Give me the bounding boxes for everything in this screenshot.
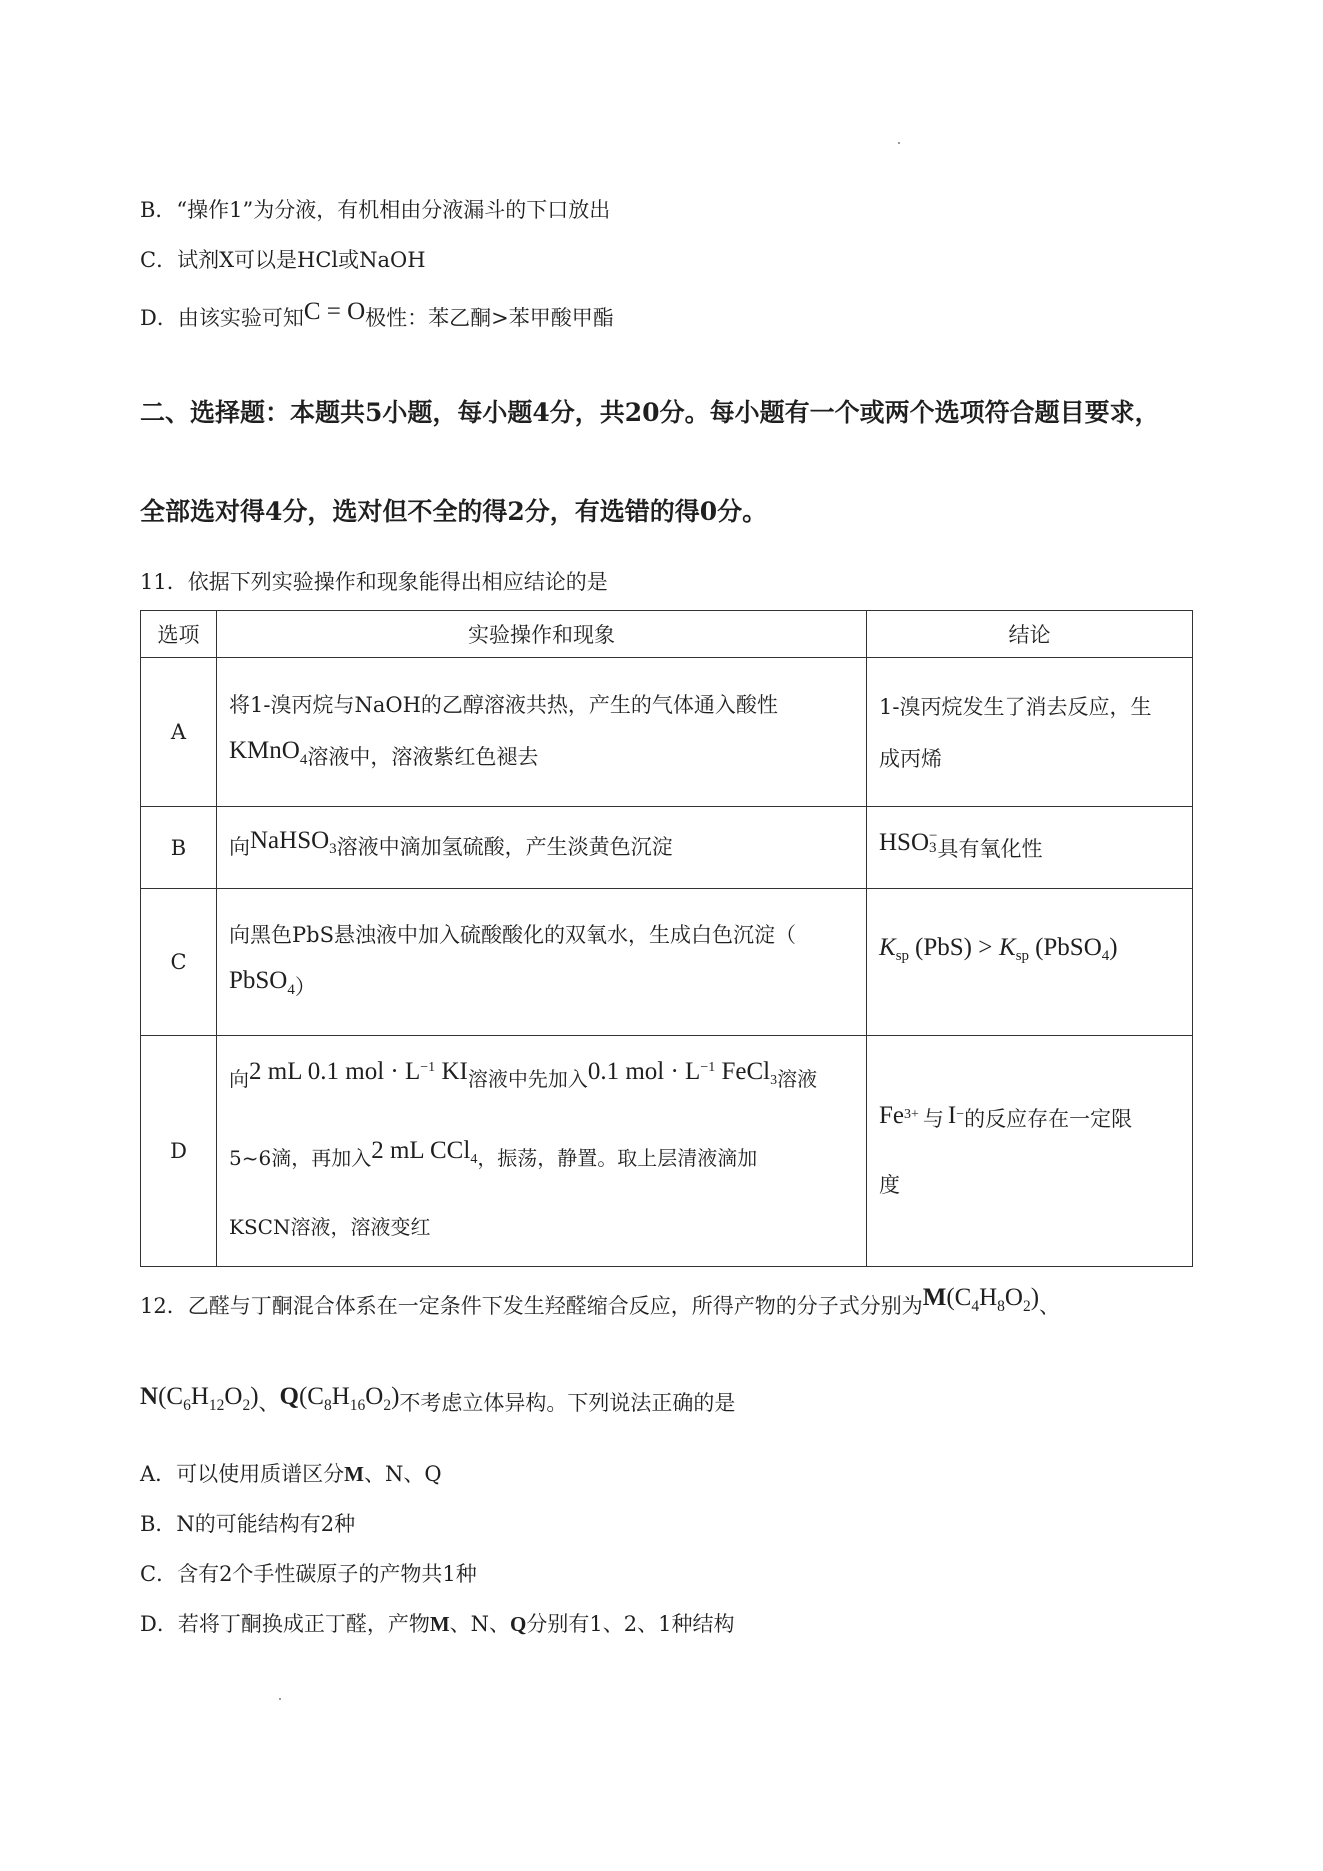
fecl3-concentration: 0.1 mol · L	[587, 1057, 701, 1085]
m-o: O	[1004, 1284, 1023, 1311]
q12-option-a-m: M	[344, 1462, 364, 1486]
row-b-op-prefix: 向	[229, 834, 250, 859]
prev-option-b	[140, 194, 610, 224]
table-row-a	[141, 658, 1193, 807]
row-d-conclusion	[867, 1036, 1193, 1267]
row-b-concl-suffix: 具有氧化性	[937, 836, 1043, 861]
q12-option-d-q: Q	[510, 1612, 527, 1636]
row-a-conclusion	[867, 658, 1193, 807]
fecl3-subscript: 3	[770, 1072, 778, 1088]
iodide-symbol: I	[947, 1102, 957, 1129]
row-d-op-l1-d: 溶液中先加入	[467, 1066, 588, 1091]
ccl4-subscript: 4	[470, 1151, 478, 1167]
ksp-left-text: (PbS) >	[915, 934, 993, 962]
row-c-operation	[217, 889, 867, 1036]
q12-option-d	[140, 1608, 734, 1638]
q12-option-d-n: 、N、	[449, 1612, 511, 1636]
q12-stem-b: 不考虑立体异构。下列说法正确的是	[399, 1391, 736, 1415]
q12-option-d-rest: 分别有1、2、1种结构	[526, 1612, 735, 1636]
m-h-count: 8	[997, 1298, 1005, 1315]
ksp-right-subscript: 4	[1101, 948, 1110, 965]
m-formula	[946, 1284, 1040, 1315]
row-d-option: D	[141, 1036, 217, 1267]
section-heading-line2: 全部选对得4分，选对但不全的得2分，有选错的得0分。	[140, 497, 768, 526]
q12-stem-a: 12．乙醛与丁酮混合体系在一定条件下发生羟醛缩合反应，所得产物的分子式分别为	[140, 1294, 923, 1318]
row-b-conclusion	[867, 807, 1193, 889]
q12-option-a-prefix: A．可以使用质谱区分	[140, 1462, 345, 1486]
q12-sep-1: 、	[1039, 1294, 1061, 1318]
row-d-op-l1-g: 溶液	[777, 1066, 818, 1091]
q-o-count: 2	[383, 1397, 392, 1414]
m-close: )	[1030, 1284, 1040, 1311]
carbonyl-formula: C = O	[303, 298, 366, 325]
row-d-concl-line2: 度	[879, 1173, 900, 1197]
ksp-subscript-left: sp	[895, 948, 910, 965]
row-d-op-line2	[229, 1136, 854, 1175]
ksp-right-close: )	[1109, 934, 1118, 962]
iodide-charge: −	[956, 1107, 965, 1122]
prev-option-d-suffix: 极性：苯乙酮>苯甲酸甲酯	[365, 306, 614, 330]
scan-speck	[898, 142, 900, 144]
table-row-c	[141, 889, 1193, 1036]
hso3-formula: HSO	[879, 828, 930, 856]
q-h-count: 16	[349, 1397, 366, 1414]
row-c-option: C	[141, 889, 217, 1036]
ksp-right-text: (PbSO	[1035, 934, 1102, 962]
ccl4-volume: 2 mL CCl	[371, 1136, 471, 1164]
nahso3-subscript: 3	[329, 841, 337, 858]
m-h: H	[979, 1284, 998, 1311]
table-row-d	[141, 1036, 1193, 1267]
prev-option-d-prefix: D．由该实验可知	[140, 306, 304, 330]
ki-concentration: 2 mL 0.1 mol · L	[249, 1057, 421, 1085]
row-a-concl-line2: 成丙烯	[879, 747, 942, 771]
ki-formula: KI	[435, 1057, 468, 1085]
q-close: )	[391, 1383, 400, 1410]
q-open: (C	[298, 1383, 324, 1410]
kmno4-formula: KMnO	[229, 737, 300, 765]
row-a-operation	[217, 658, 867, 807]
ksp-subscript-right: sp	[1015, 948, 1030, 965]
prev-option-d	[140, 298, 614, 332]
q-h: H	[331, 1383, 350, 1410]
n-o-count: 2	[242, 1397, 251, 1414]
prev-option-b-text: B．“操作1”为分液，有机相由分液漏斗的下口放出	[140, 198, 611, 222]
ksp-symbol-left: K	[879, 934, 896, 962]
q12-sep-2: 、	[258, 1391, 280, 1415]
row-b-op-line	[229, 826, 854, 864]
row-d-op-l2-a: 5~6滴，再加入	[229, 1145, 372, 1170]
prev-option-c-text: C．试剂X可以是HCl或NaOH	[140, 248, 426, 272]
pbso4-formula: PbSO	[229, 967, 288, 995]
row-b-option: B	[141, 807, 217, 889]
m-open: (C	[946, 1284, 972, 1311]
row-a-concl-line1: 1-溴丙烷发生了消去反应，生	[879, 695, 1152, 719]
row-d-op-l1-a: 向	[229, 1066, 249, 1091]
row-d-concl-line1	[879, 1103, 1180, 1133]
header-conclusion: 结论	[867, 611, 1193, 658]
row-d-concl-line1-rest: 的反应存在一定限	[964, 1107, 1133, 1131]
q-o: O	[365, 1383, 384, 1410]
q-label: Q	[279, 1383, 299, 1410]
q12-option-c: C．含有2个手性碳原子的产物共1种	[140, 1562, 477, 1586]
row-d-operation	[217, 1036, 867, 1267]
ksp-symbol-right: K	[999, 934, 1016, 962]
m-label: M	[922, 1284, 947, 1311]
row-c-conclusion	[867, 889, 1193, 1036]
hso3-charge: −	[929, 828, 938, 844]
header-option: 选项	[141, 611, 217, 658]
row-b-op-suffix: 溶液中滴加氢硫酸，产生淡黄色沉淀	[336, 834, 673, 859]
n-formula	[158, 1383, 259, 1414]
q12-stem-line1	[140, 1284, 1061, 1324]
fecl3-formula: FeCl	[715, 1057, 771, 1085]
ksp-comparison	[879, 934, 1180, 965]
n-label: N	[140, 1383, 159, 1410]
prev-option-c	[140, 244, 426, 274]
q11-stem: 11．依据下列实验操作和现象能得出相应结论的是	[140, 570, 608, 594]
row-a-option: A	[141, 658, 217, 807]
row-a-op-line1: 将1-溴丙烷与NaOH的乙醇溶液共热，产生的气体通入酸性	[229, 693, 778, 718]
q12-option-a	[140, 1458, 442, 1488]
n-h-count: 12	[208, 1397, 225, 1414]
fe3-symbol: Fe	[879, 1102, 904, 1129]
q12-stem-line2	[140, 1383, 736, 1421]
row-d-op-line3: KSCN溶液，溶液变红	[229, 1214, 431, 1239]
n-c-count: 6	[183, 1397, 191, 1414]
n-open: (C	[158, 1383, 184, 1410]
q12-option-b: B．N的可能结构有2种	[140, 1512, 356, 1536]
row-b-concl-line	[879, 828, 1180, 863]
row-a-op-line2	[229, 737, 854, 774]
q12-option-d-m: M	[429, 1612, 450, 1636]
section-heading-line1: 二、选择题：本题共5小题，每小题4分，共20分。每小题有一个或两个选项符合题目要求，	[140, 398, 1160, 427]
row-d-concl-mid: 与	[922, 1107, 944, 1131]
pbso4-subscript: 4	[287, 981, 295, 998]
row-c-op-line1: 向黑色PbS悬浊液中加入硫酸酸化的双氧水，生成白色沉淀（	[229, 923, 796, 948]
n-close: )	[250, 1383, 259, 1410]
kmno4-subscript: 4	[299, 751, 308, 768]
header-operation: 实验操作和现象	[217, 611, 867, 658]
q12-option-a-rest: 、N、Q	[364, 1462, 442, 1486]
ki-unit-exponent: −1	[420, 1059, 436, 1075]
fe3-charge: 3+	[904, 1107, 919, 1122]
q11-table	[140, 610, 1193, 1267]
row-a-op-line2-rest: 溶液中，溶液紫红色褪去	[307, 745, 539, 770]
m-o-count: 2	[1022, 1298, 1031, 1315]
fecl3-unit-exponent: −1	[700, 1059, 716, 1075]
nahso3-formula: NaHSO	[250, 826, 330, 854]
row-d-op-line1	[229, 1057, 854, 1096]
q-c-count: 8	[323, 1397, 332, 1414]
q11-table-header	[141, 611, 1193, 658]
row-c-op-line2	[229, 967, 854, 1004]
scan-speck	[279, 1698, 281, 1700]
q12-option-d-prefix: D．若将丁酮换成正丁醛，产物	[140, 1612, 430, 1636]
m-c-count: 4	[971, 1298, 980, 1315]
hso3-subscript: 3	[929, 840, 937, 856]
n-o: O	[224, 1383, 243, 1410]
q-formula	[298, 1383, 400, 1414]
hso3-scripts	[929, 830, 937, 854]
row-c-op-line2-rest: ）	[294, 975, 316, 1000]
table-row-b	[141, 807, 1193, 889]
n-h: H	[190, 1383, 209, 1410]
row-b-operation	[217, 807, 867, 889]
row-d-op-l2-c: ，振荡，静置。取上层清液滴加	[477, 1145, 758, 1170]
